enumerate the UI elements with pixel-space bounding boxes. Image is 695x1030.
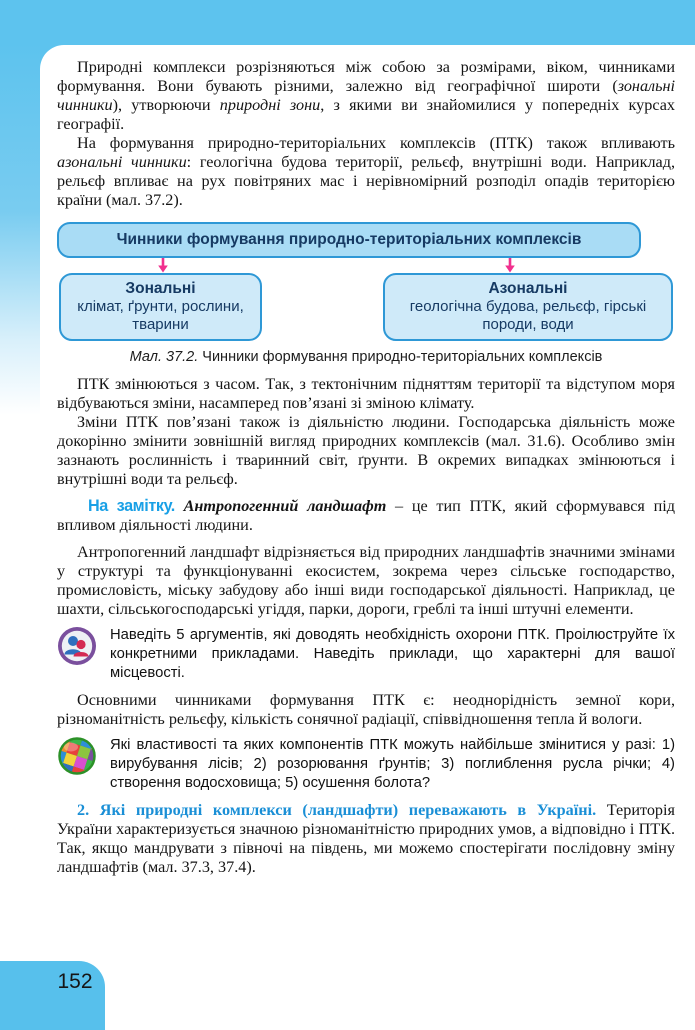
figure-37-2-diagram [57,222,675,365]
top-blue-bar [0,0,695,45]
two-people-icon [57,626,97,666]
diagram-boxes-row [57,273,673,341]
task-block-arguments [57,626,675,683]
task-text: Які властивості та яких компонентів ПТК можуть найбільше змінитися у разі: 1) вирубування лісів; 2) розорювання ґрунтів; 3) поглиблення русла річки; 4) створення водосховища; 5) осушення болота? [110,737,675,791]
task-text: Наведіть 5 аргументів, які доводять необхідність охорони ПТК. Проілюструйте їх конкретними прикладами. Наведіть приклади, що характерні для вашої місцевості. [110,627,675,681]
azonal-box-body: геологічна будова, рельєф, гірські породи, води [409,298,647,333]
diagram-title-box: Чинники формування природно-територіальних комплексів [57,222,641,258]
page-number-box [0,961,105,1030]
figure-caption-label: Мал. 37.2. [129,349,199,365]
paragraph-anthropogenic-landscape: Антропогенний ландшафт відрізняється від природних ландшафтів значними змінами у структурі та функціонуванні екосистем, зокрема через сільське господарство, промисловість, міську забудову або інші види господарської діяльності. Наприклад, це шахти, сільськогосподарські угіддя, парки, дороги, греблі та інші штучні елементи. [57,543,675,618]
down-arrow-icon [155,258,171,273]
paragraph-natural-complexes: Природні комплекси розрізняються між собою за розмірами, віком, чинниками формування. Вони бувають різними, залежно від географічної широти (зональні чинники), утворюючи природні зони, з якими ви знайомилися у попередніх курсах географії. [57,58,675,133]
azonal-box-title: Азональні [488,280,568,297]
diagram-zonal-box [59,273,262,341]
mosaic-globe-icon [57,736,97,776]
task-block-components [57,736,675,793]
zonal-box-title: Зональні [125,280,196,297]
paragraph-section2: 2. Які природні комплекси (ландшафти) переважають в Україні. Територія України характеризується значною різноманітністю природних умов, а відповідно і ПТК. Так, якщо мандрувати з півночі на південь, ми можемо спостерігати послідовну зміну ландшафтів (мал. 37.3, 37.4). [57,801,675,876]
diagram-azonal-box [383,273,673,341]
crocus-mountain-photo [4,16,48,212]
paragraph-ptk-change-time: ПТК змінюються з часом. Так, з тектонічним підняттям території та відступом моря відбуваються зміни, насамперед пов’язані зі зміною клімату. [57,375,675,412]
zonal-box-body: клімат, ґрунти, рослини, тварини [77,298,244,333]
paragraph-ptk-human-activity: Зміни ПТК пов’язані також із діяльністю людини. Господарська діяльність може докорінно змінити зовнішній вигляд природних комплексів (мал. 31.6). Особливо змін зазнають рослинність і тваринний світ, ґрунти. В окремих випадках змінюються і внутрішні води та рельєф. [57,413,675,488]
page-content [57,58,675,877]
paragraph-main-factors: Основними чинниками формування ПТК є: неоднорідність земної кори, різноманітність рельєфу, кількість сонячної радіації, співвідношення тепла й вологи. [57,691,675,728]
figure-caption [57,349,675,365]
paragraph-azonal-factors: На формування природно-територіальних комплексів (ПТК) також впливають азональні чинники: геологічна будова території, рельєф, внутрішні води. Наприклад, рельєф впливає на рух повітряних мас і нерівномірний розподіл опадів територією країни (мал. 37.2). [57,134,675,209]
figure-caption-text: Чинники формування природно-територіальних комплексів [198,349,603,365]
diagram-arrows [57,258,675,273]
note-paragraph: На замітку. Антропогенний ландшафт – це тип ПТК, який сформувався під впливом діяльності людини. [57,497,675,534]
page-number: 152 [57,970,93,993]
down-arrow-icon [502,258,518,273]
